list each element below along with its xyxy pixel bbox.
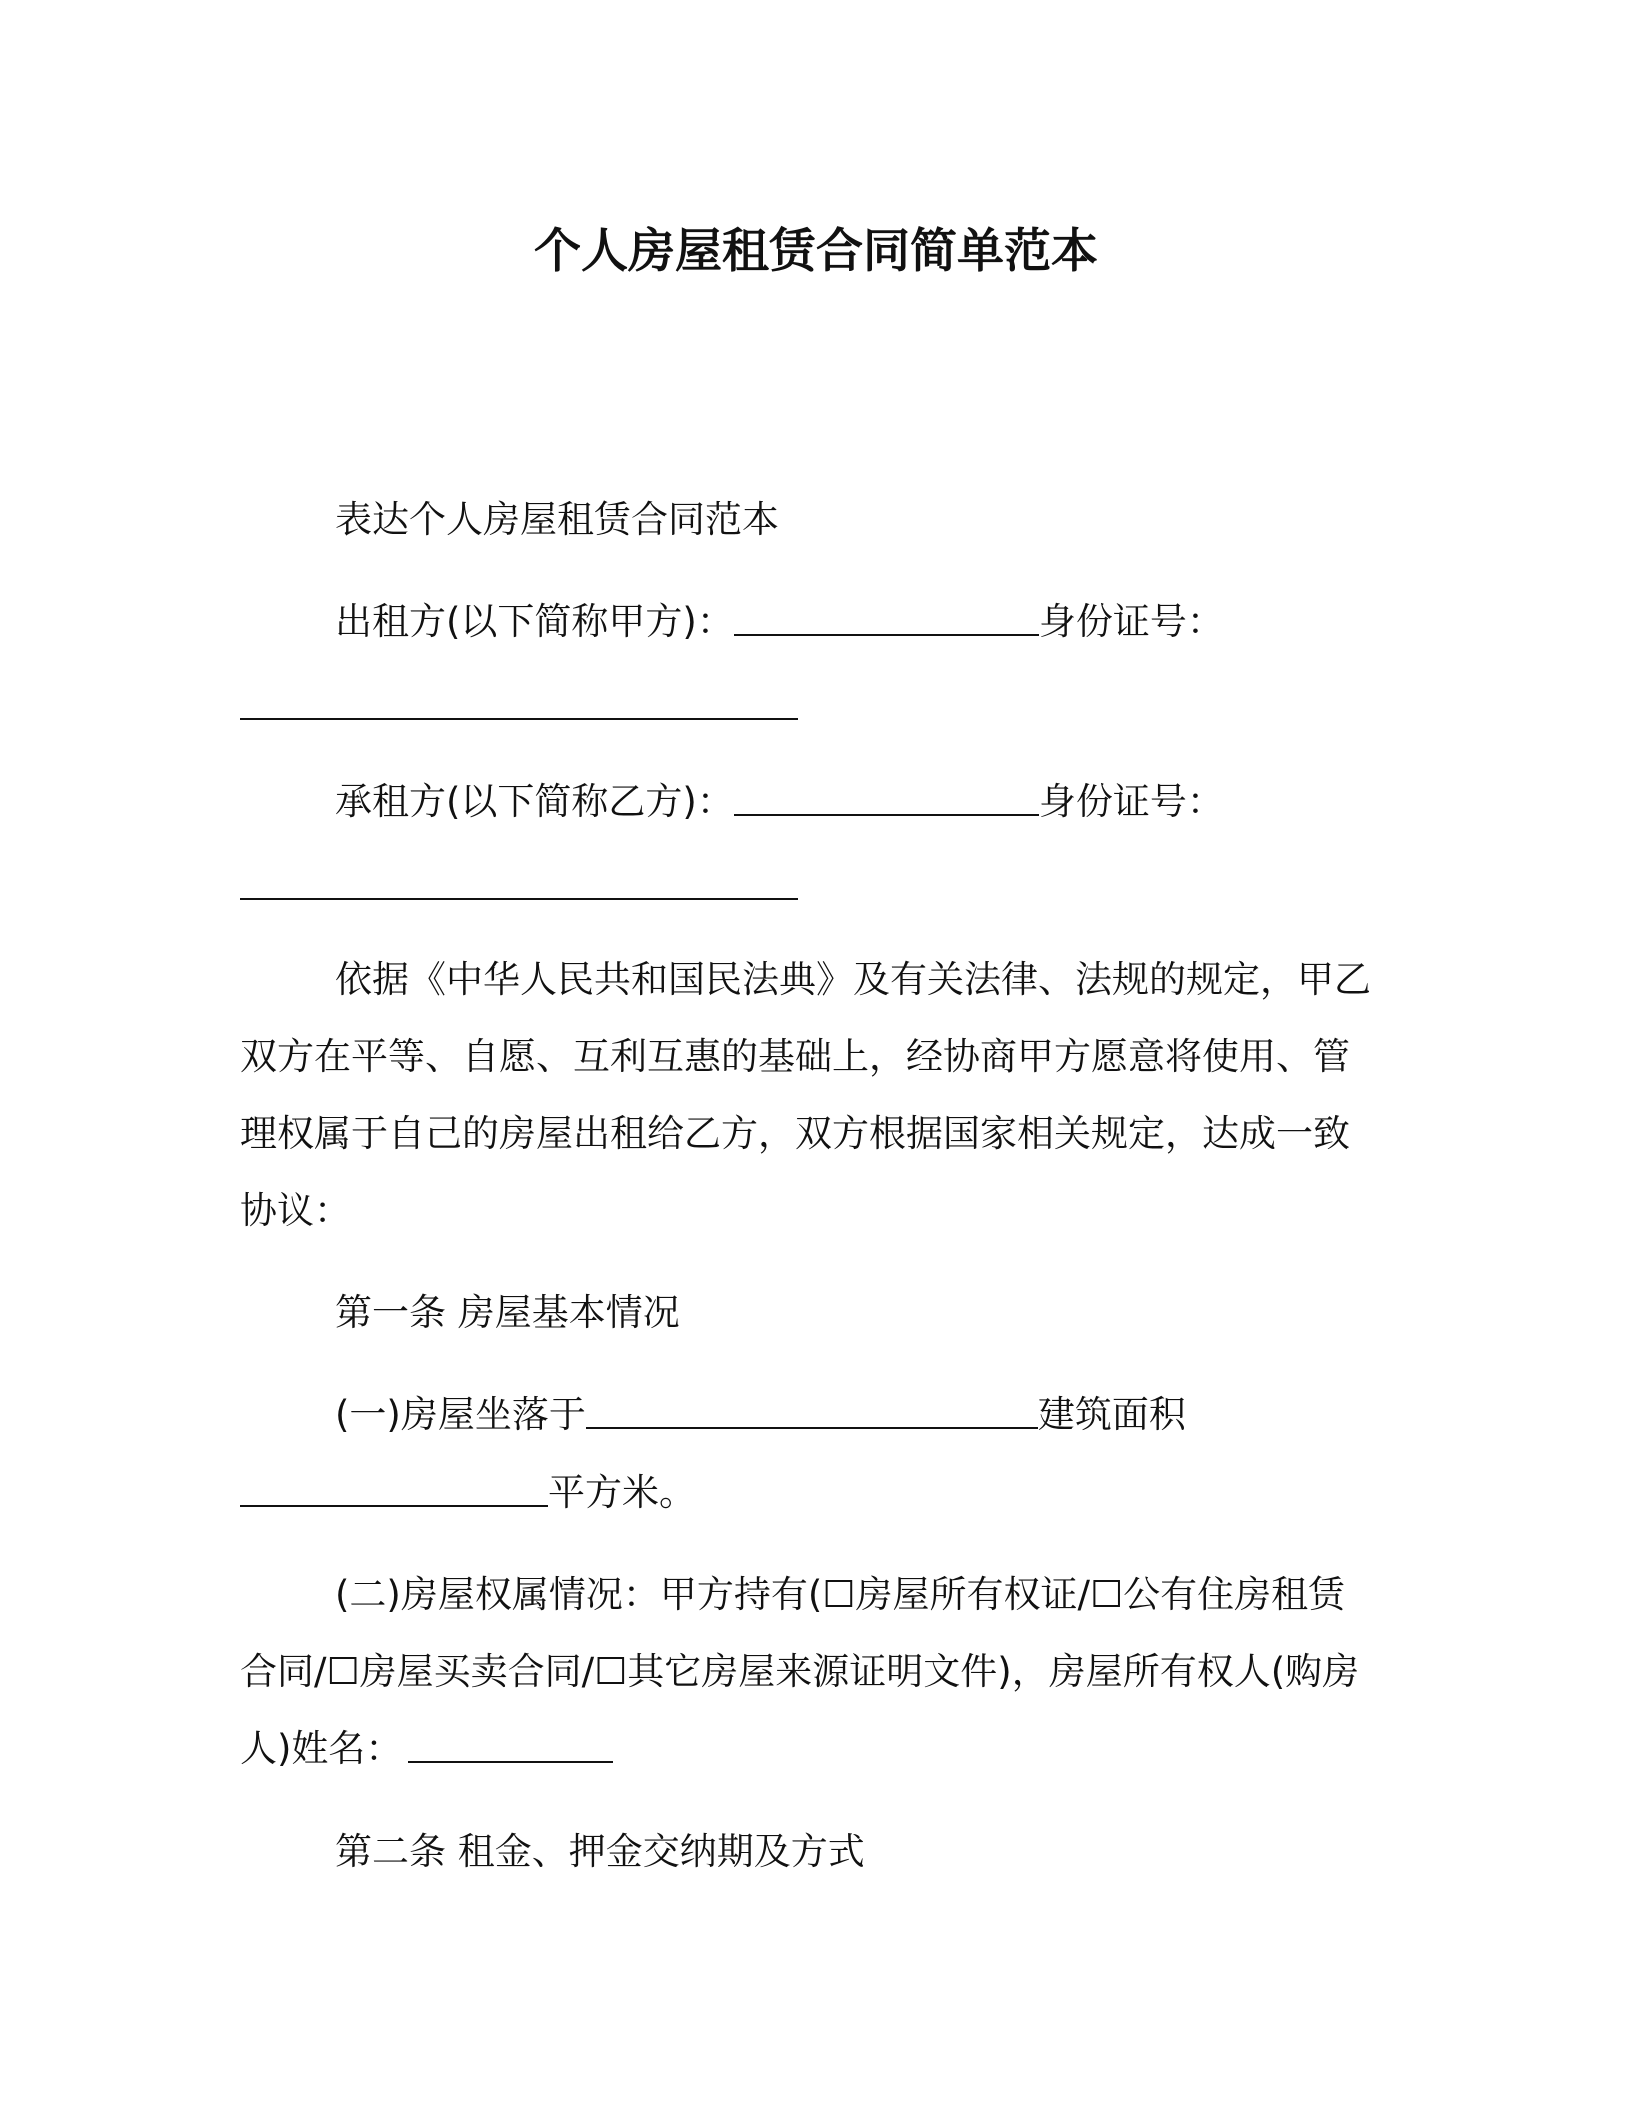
lessee-label: 承租方(以下简称乙方)：: [335, 780, 734, 823]
preamble-text-4: 协议：: [240, 1189, 351, 1232]
floor-area-blank: [240, 1471, 548, 1507]
house-location-blank: [586, 1393, 1038, 1429]
house-location-line: [335, 1390, 1515, 1440]
preamble-text-2: 双方在平等、自愿、互利互惠的基础上，经协商甲方愿意将使用、管: [240, 1035, 1350, 1078]
lessee-id-label: 身份证号：: [1038, 780, 1224, 823]
article-2-heading-text: 第二条 租金、押金交纳期及方式: [335, 1830, 865, 1873]
preamble-line-1: [335, 955, 1515, 1005]
ownership-line-3: [240, 1724, 1420, 1774]
ownership-text-1: (二)房屋权属情况：甲方持有(☐房屋所有权证/☐公有住房租赁: [335, 1573, 1346, 1616]
subtitle-text: 表达个人房屋租赁合同范本: [335, 498, 779, 541]
owner-name-label: 人)姓名：: [240, 1727, 403, 1770]
floor-area-label: 建筑面积: [1037, 1393, 1186, 1436]
preamble-line-4: [240, 1186, 1420, 1236]
lessee-name-blank: [734, 780, 1039, 816]
lessor-id-label: 身份证号：: [1038, 600, 1224, 643]
house-location-label: (一)房屋坐落于: [335, 1393, 586, 1436]
lessee-id-blank: [240, 898, 798, 900]
ownership-line-1: [335, 1570, 1515, 1620]
lessor-label: 出租方(以下简称甲方)：: [335, 600, 734, 643]
preamble-line-2: [240, 1032, 1420, 1082]
article-1-heading-text: 第一条 房屋基本情况: [335, 1291, 680, 1334]
floor-area-unit: 平方米。: [548, 1471, 696, 1514]
article-1-heading: [335, 1288, 1515, 1338]
lessor-id-blank: [240, 718, 798, 720]
ownership-text-2: 合同/☐房屋买卖合同/☐其它房屋来源证明文件)，房屋所有权人(购房: [240, 1650, 1360, 1693]
lessor-name-blank: [734, 600, 1039, 636]
lessor-line: [335, 597, 1515, 647]
preamble-text-1: 依据《中华人民共和国民法典》及有关法律、法规的规定，甲乙: [335, 958, 1371, 1001]
preamble-line-3: [240, 1109, 1420, 1159]
preamble-text-3: 理权属于自己的房屋出租给乙方，双方根据国家相关规定，达成一致: [240, 1112, 1350, 1155]
floor-area-line: [240, 1468, 1420, 1518]
owner-name-blank: [408, 1727, 613, 1763]
ownership-line-2: [240, 1647, 1420, 1697]
subtitle-line: [335, 495, 1515, 545]
document-title: 个人房屋租赁合同简单范本: [534, 224, 1098, 279]
lessee-line: [335, 777, 1515, 827]
article-2-heading: [335, 1827, 1515, 1877]
